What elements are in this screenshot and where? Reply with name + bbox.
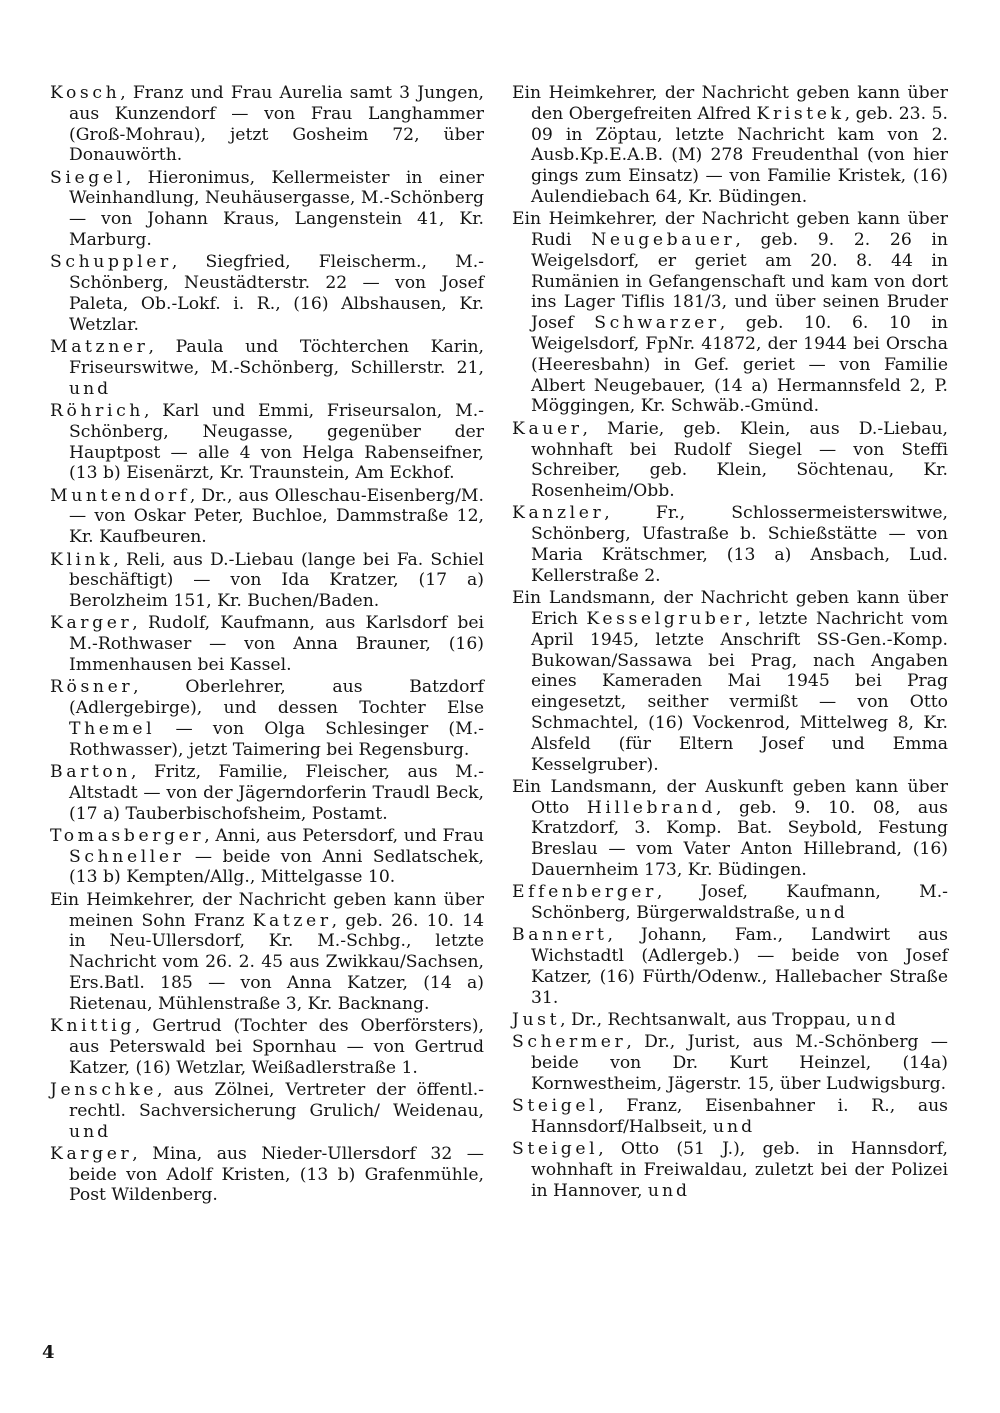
search-notice-entry: [50, 677, 484, 760]
entry-details: , geb. 23. 5. 09 in Zöptau, letzte Nachricht kam von 2. Ausb.Kp.E.A.B. (M) 278 Freudenthal (von hier gings zum Einsatz) — von Familie Kristek, (16) Aulendiebach 64, Kr. Büdingen.: [531, 103, 948, 207]
surname: Matzner: [50, 337, 149, 358]
search-notice-entry: [512, 83, 948, 208]
search-notice-entry: [512, 925, 948, 1008]
surname: Steigel: [512, 1139, 599, 1160]
surname: Jenschke: [50, 1079, 158, 1100]
surname: Kauer: [512, 418, 583, 439]
entry-details: , Fritz, Familie, Fleischer, aus M.-Altstadt — von der Jägerndorferin Traudl Beck, (17 a) Tauberbischofsheim, Postamt.: [69, 762, 484, 824]
entry-details: , Fr., Schlossermeisterswitwe, Schönberg, Ufastraße b. Schießstätte — von Maria Krätschmer, (13 a) Ansbach, Lud. Kellerstraße 2.: [531, 503, 948, 586]
surname: Siegel: [50, 167, 126, 188]
search-notice-entry: [50, 337, 484, 399]
entry-details: , Paula und Töchterchen Karin, Friseurswitwe, M.-Schönberg, Schillerstr. 21,: [69, 337, 484, 378]
surname: Themel: [69, 718, 156, 739]
entry-details: , Karl und Emmi, Friseursalon, M.-Schönberg, Neugasse, gegenüber der Hauptpost — alle 4 von Helga Rabenseifner, (13 b) Eisenärzt, Kr. Traunstein, Am Eckhof.: [69, 400, 484, 484]
entry-details: , Josef, Kaufmann, M.-Schönberg, Bürgerwaldstraße,: [531, 882, 948, 924]
entry-intro: Ein Heimkehrer, der Nachricht geben kann über den Obergefreiten Alfred: [512, 83, 948, 124]
surname: Just: [512, 1010, 561, 1031]
conjunction: und: [805, 903, 848, 924]
entry-details: , Johann, Fam., Landwirt aus Wichstadtl (Adlergeb.) — beide von Josef Katzer, (16) Fürth/Odenw., Hallebacher Straße 31.: [531, 925, 948, 1008]
surname: Steigel: [512, 1096, 599, 1117]
search-notice-entry: [50, 1144, 484, 1206]
entry-details: — von Olga Schlesinger (M.-Rothwasser), jetzt Taimering bei Regensburg.: [69, 718, 484, 760]
search-notice-entry: [512, 1010, 948, 1031]
search-notice-entry: [512, 882, 948, 924]
search-notice-entry: [50, 1080, 484, 1142]
surname: Schwarzer: [594, 313, 720, 334]
surname: Neugebauer: [591, 230, 736, 251]
entry-details: , geb. 9. 10. 08, aus Kratzdorf, 3. Komp. Bat. Seybold, Festung Breslau — vom Vater Anton Hillebrand, (16) Dauernheim 173, Kr. Büdingen.: [531, 797, 949, 880]
right-column: [512, 83, 948, 1203]
search-notice-entry: [50, 890, 484, 1015]
search-notice-entry: [50, 252, 484, 335]
entry-details: , Dr., Rechtsanwalt, aus Troppau,: [560, 1010, 852, 1031]
surname: Effenberger: [512, 882, 657, 903]
entry-intro: Ein Landsmann, der Nachricht geben kann über Erich: [512, 588, 948, 629]
entry-details: , Hieronimus, Kellermeister in einer Weinhandlung, Neuhäusergasse, M.-Schönberg — von Johann Kraus, Langenstein 41, Kr. Marburg.: [69, 167, 484, 251]
entry-details: , Anni, aus Petersdorf, und Frau: [204, 825, 484, 846]
entry-details: , geb. 26. 10. 14 in Neu-Ullersdorf, Kr. M.-Schbg., letzte Nachricht vom 26. 2. 45 aus Zwikkau/Sachsen, Ers.Batl. 185 — von Anna Katzer, (14 a) Rietenau, Mühlenstraße 3, Kr. Backnang.: [69, 910, 485, 1014]
search-notice-entry: [512, 1139, 948, 1201]
surname: Schuppler: [50, 252, 172, 273]
surname: Schneller: [69, 846, 185, 867]
search-notice-entry: [512, 209, 948, 417]
entry-details: , Otto (51 J.), geb. in Hannsdorf, wohnhaft in Freiwaldau, zuletzt bei der Polizei in Hannover,: [531, 1139, 948, 1201]
surname: Hillebrand: [586, 797, 717, 818]
search-notice-entry: [50, 762, 484, 824]
surname: Knittig: [50, 1016, 135, 1037]
surname: Karger: [50, 613, 133, 634]
entry-intro: Ein Landsmann, der Auskunft geben kann über Otto: [512, 776, 948, 818]
search-notice-entry: [50, 1016, 484, 1078]
search-notice-entry: [512, 419, 948, 502]
entry-details: , Oberlehrer, aus Batzdorf (Adlergebirge), und dessen Tochter Else: [69, 677, 484, 719]
search-notice-entry: [50, 826, 484, 888]
surname: Rösner: [50, 677, 134, 698]
conjunction: und: [69, 1121, 112, 1142]
search-notice-entry: [50, 401, 484, 484]
search-notice-entry: [50, 550, 484, 612]
entry-intro: Ein Heimkehrer, der Nachricht geben kann über Rudi: [512, 209, 948, 251]
surname: Kanzler: [512, 503, 605, 524]
left-column: [50, 83, 484, 1208]
entry-details: , Marie, geb. Klein, aus D.-Liebau, wohnhaft bei Rudolf Siegel — von Steffi Schreiber, geb. Klein, Söchtenau, Kr. Rosenheim/Obb.: [531, 418, 948, 502]
surname: Karger: [50, 1143, 133, 1164]
search-notice-entry: [512, 1032, 948, 1094]
surname: Kesselgruber: [586, 608, 746, 629]
page-number: 4: [42, 1342, 55, 1363]
entry-intro: Ein Heimkehrer, der Nachricht geben kann über meinen Sohn Franz: [50, 889, 484, 931]
entry-details: , Reli, aus D.-Liebau (lange bei Fa. Schiel beschäftigt) — von Ida Kratzer, (17 a) Berolzheim 151, Kr. Buchen/Baden.: [69, 549, 484, 612]
entry-details: , geb. 10. 6. 10 in Weigelsdorf, FpNr. 41872, der 1944 bei Orscha (Heeresbahn) in Gef. geriet — von Familie Albert Neugebauer, (14 a) Hermannsfeld 2, P. Möggingen, Kr. Schwäb.-Gmünd.: [531, 313, 948, 417]
entry-details: , Franz, Eisenbahner i. R., aus Hannsdorf/Halbseit,: [531, 1096, 948, 1138]
conjunction: und: [712, 1117, 756, 1138]
entry-details: , Gertrud (Tochter des Oberförsters), aus Peterswald bei Spornhau — von Gertrud Katzer, (16) Wetzlar, Weißadlerstraße 1.: [69, 1016, 484, 1078]
surname: Katzer: [252, 910, 332, 931]
surname: Kosch: [50, 83, 121, 103]
surname: Röhrich: [50, 400, 144, 421]
entry-details: , geb. 9. 2. 26 in Weigelsdorf, er geriet am 20. 8. 44 in Rumänien in Gefangenschaft und kam von dort ins Lager Tiflis 181/3, und über seinen Bruder Josef: [531, 230, 949, 334]
entry-details: , Dr., aus Olleschau-Eisenberg/M. — von Oskar Peter, Buchloe, Dammstraße 12, Kr. Kaufbeuren.: [69, 485, 484, 548]
entry-details: , Siegfried, Fleischerm., M.-Schönberg, Neustädterstr. 22 — von Josef Paleta, Ob.-Lokf. i. R., (16) Albshausen, Kr. Wetzlar.: [69, 252, 484, 335]
surname: Kristek: [756, 103, 845, 124]
conjunction: und: [69, 378, 112, 399]
conjunction: und: [856, 1010, 899, 1031]
entry-details: — beide von Anni Sedlatschek, (13 b) Kempten/Allg., Mittelgasse 10.: [69, 846, 484, 888]
conjunction: und: [647, 1180, 691, 1201]
entry-details: , aus Zölnei, Vertreter der öffentl.-rechtl. Sachversicherung Grulich/ Weidenau,: [69, 1079, 484, 1121]
search-notice-entry: [512, 503, 948, 586]
search-notice-entry: [512, 588, 948, 775]
entry-details: , Franz und Frau Aurelia samt 3 Jungen, aus Kunzendorf — von Frau Langhammer (Groß-Mohrau), jetzt Gosheim 72, über Donauwörth.: [69, 83, 484, 166]
search-notice-entry: [512, 1096, 948, 1138]
search-notice-entry: [50, 83, 484, 166]
entry-details: , Dr., Jurist, aus M.-Schönberg — beide von Dr. Kurt Heinzel, (14a) Kornwestheim, Jägerstr. 15, über Ludwigsburg.: [531, 1032, 948, 1094]
surname: Barton: [50, 762, 132, 782]
surname: Schermer: [512, 1032, 627, 1053]
surname: Tomasberger: [50, 825, 205, 846]
surname: Klink: [50, 549, 114, 570]
entry-details: , Mina, aus Nieder-Ullersdorf 32 — beide von Adolf Kristen, (13 b) Grafenmühle, Post Wildenberg.: [69, 1143, 484, 1206]
search-notice-entry: [50, 613, 484, 675]
entry-details: , letzte Nachricht vom April 1945, letzte Anschrift SS-Gen.-Komp. Bukowan/Sassawa bei Prag, nach Angaben eines Kameraden Mai 1945 bei Prag eingesetzt, seither vermißt — von Otto Schmachtel, (16) Vockenrod, Mittelweg 8, Kr. Alsfeld (für Eltern Josef und Emma Kesselgruber).: [531, 608, 949, 775]
search-notice-entry: [50, 168, 484, 251]
search-notice-entry: [50, 486, 484, 548]
entry-details: , Rudolf, Kaufmann, aus Karlsdorf bei M.-Rothwaser — von Anna Brauner, (16) Immenhausen bei Kassel.: [69, 613, 484, 676]
surname: Muntendorf: [50, 485, 190, 506]
surname: Bannert: [512, 925, 608, 946]
search-notice-entry: [512, 777, 948, 881]
